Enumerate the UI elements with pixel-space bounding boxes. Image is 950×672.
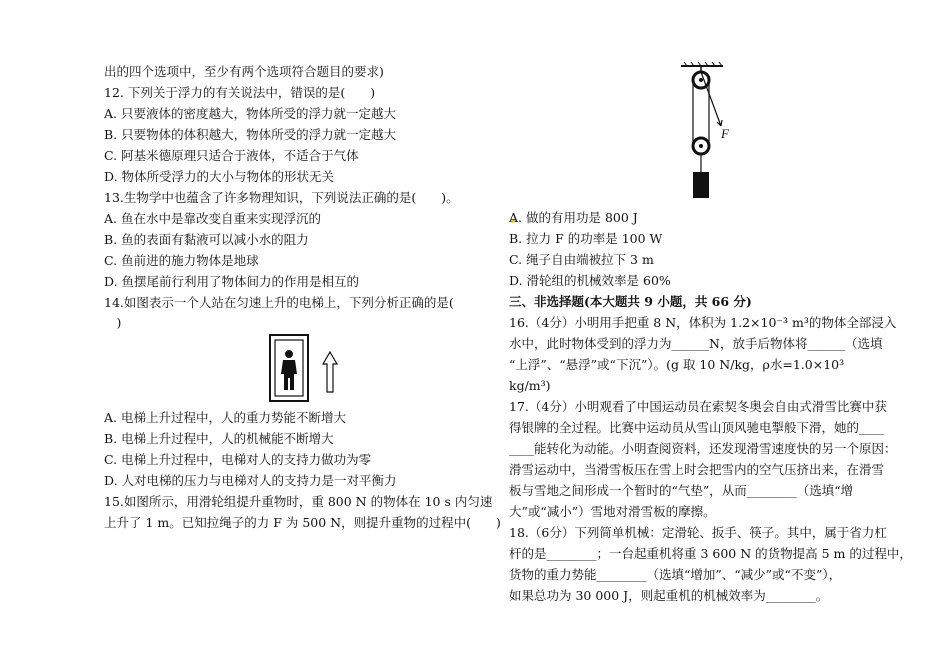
option-15-d: D. 滑轮组的机械效率是 60% <box>509 273 671 288</box>
question-14: 14.如图表示一个人站在匀速上升的电梯上，下列分析正确的是( <box>104 295 454 310</box>
question-18: 18.（6分）下列简单机械：定滑轮、扳手、筷子。其中，属于省力杠 <box>509 525 887 540</box>
option-15-c: C. 绳子自由端被拉下 3 m <box>509 252 654 267</box>
question-16-line2: 水中，此时物体受到的浮力为______N，放手后物体将______（选填 <box>509 336 883 351</box>
question-14-cont: ) <box>104 315 122 330</box>
question-16-line4: kg/m³) <box>509 378 551 393</box>
question-18-line3: 货物的重力势能________（选填“增加”、“减少”或“不变”）， <box>509 567 842 582</box>
elevator-icon <box>269 334 349 404</box>
question-17-line6: 大”或“减小”）雪地对滑雪板的摩擦。 <box>509 504 716 519</box>
question-15: 15.如图所示，用滑轮组提升重物时，重 800 N 的物体在 10 s 内匀速 <box>104 494 493 509</box>
option-14-a: A. 电梯上升过程中，人的重力势能不断增大 <box>104 410 346 425</box>
option-14-d: D. 人对电梯的压力与电梯对人的支持力是一对平衡力 <box>104 473 397 488</box>
option-14-c: C. 电梯上升过程中，电梯对人的支持力做功为零 <box>104 452 372 467</box>
option-13-c: C. 鱼前进的施力物体是地球 <box>104 253 259 268</box>
question-16-line3: “上浮”、“悬浮”或“下沉”）。(g 取 10 N/kg，ρ水=1.0×10³ <box>509 357 845 372</box>
option-13-a: A. 鱼在水中是靠改变自重来实现浮沉的 <box>104 211 321 226</box>
question-17-line4: 滑雪运动中，当滑雪板压在雪上时会把雪内的空气压挤出来，在滑雪 <box>509 462 885 477</box>
elevator-figure <box>269 334 349 408</box>
question-17-line3: ____能转化为动能。小明查阅资料，还发现滑雪速度快的另一个原因： <box>509 441 897 456</box>
option-14-b: B. 电梯上升过程中，人的机械能不断增大 <box>104 431 334 446</box>
question-17-line5: 板与雪地之间形成一个暂时的“气垫”，从而________（选填“增 <box>509 483 854 498</box>
option-12-d: D. 物体所受浮力的大小与物体的形状无关 <box>104 169 335 184</box>
question-13: 13.生物学中也蕴含了许多物理知识，下列说法正确的是( )。 <box>104 190 459 205</box>
question-18-line4: 如果总功为 30 000 J，则起重机的机械效率为________。 <box>509 588 829 603</box>
question-12: 12. 下列关于浮力的有关说法中，错误的是( ) <box>104 85 376 100</box>
question-15-cont: 上升了 1 m。已知拉绳子的力 F 为 500 N，则提升重物的过程中( ) <box>104 515 501 530</box>
force-label: F <box>721 126 729 141</box>
option-13-d: D. 鱼摆尾前行利用了物体间力的作用是相互的 <box>104 274 360 289</box>
option-15-b: B. 拉力 F 的功率是 100 W <box>509 231 663 246</box>
option-15-a: A. 做的有用功是 800 J <box>509 210 638 225</box>
option-12-b: B. 只要物体的体积越大，物体所受的浮力就一定越大 <box>104 127 397 142</box>
question-17: 17.（4分）小明观看了中国运动员在索契冬奥会自由式滑雪比赛中获 <box>509 399 887 414</box>
pulley-figure <box>679 62 739 206</box>
question-18-line2: 杆的是________；一台起重机将重 3 600 N 的货物提高 5 m 的过程中， <box>509 546 912 561</box>
option-12-a: A. 只要液体的密度越大，物体所受的浮力就一定越大 <box>104 106 396 121</box>
option-13-b: B. 鱼的表面有黏液可以减小水的阻力 <box>104 232 309 247</box>
text-line: 出的四个选项中，至少有两个选项符合题目的要求) <box>104 64 384 79</box>
section-heading: 三、非选择题(本大题共 9 小题，共 66 分) <box>509 294 752 309</box>
pulley-system-icon <box>679 62 739 202</box>
question-17-line2: 得银牌的全过程。比赛中运动员从雪山顶风驰电掣般下滑，她的____ <box>509 420 885 435</box>
option-12-c: C. 阿基米德原理只适合于液体，不适合于气体 <box>104 148 359 163</box>
question-16: 16.（4分）小明用手把重 8 N，体积为 1.2×10⁻³ m³的物体全部浸入 <box>509 315 897 330</box>
